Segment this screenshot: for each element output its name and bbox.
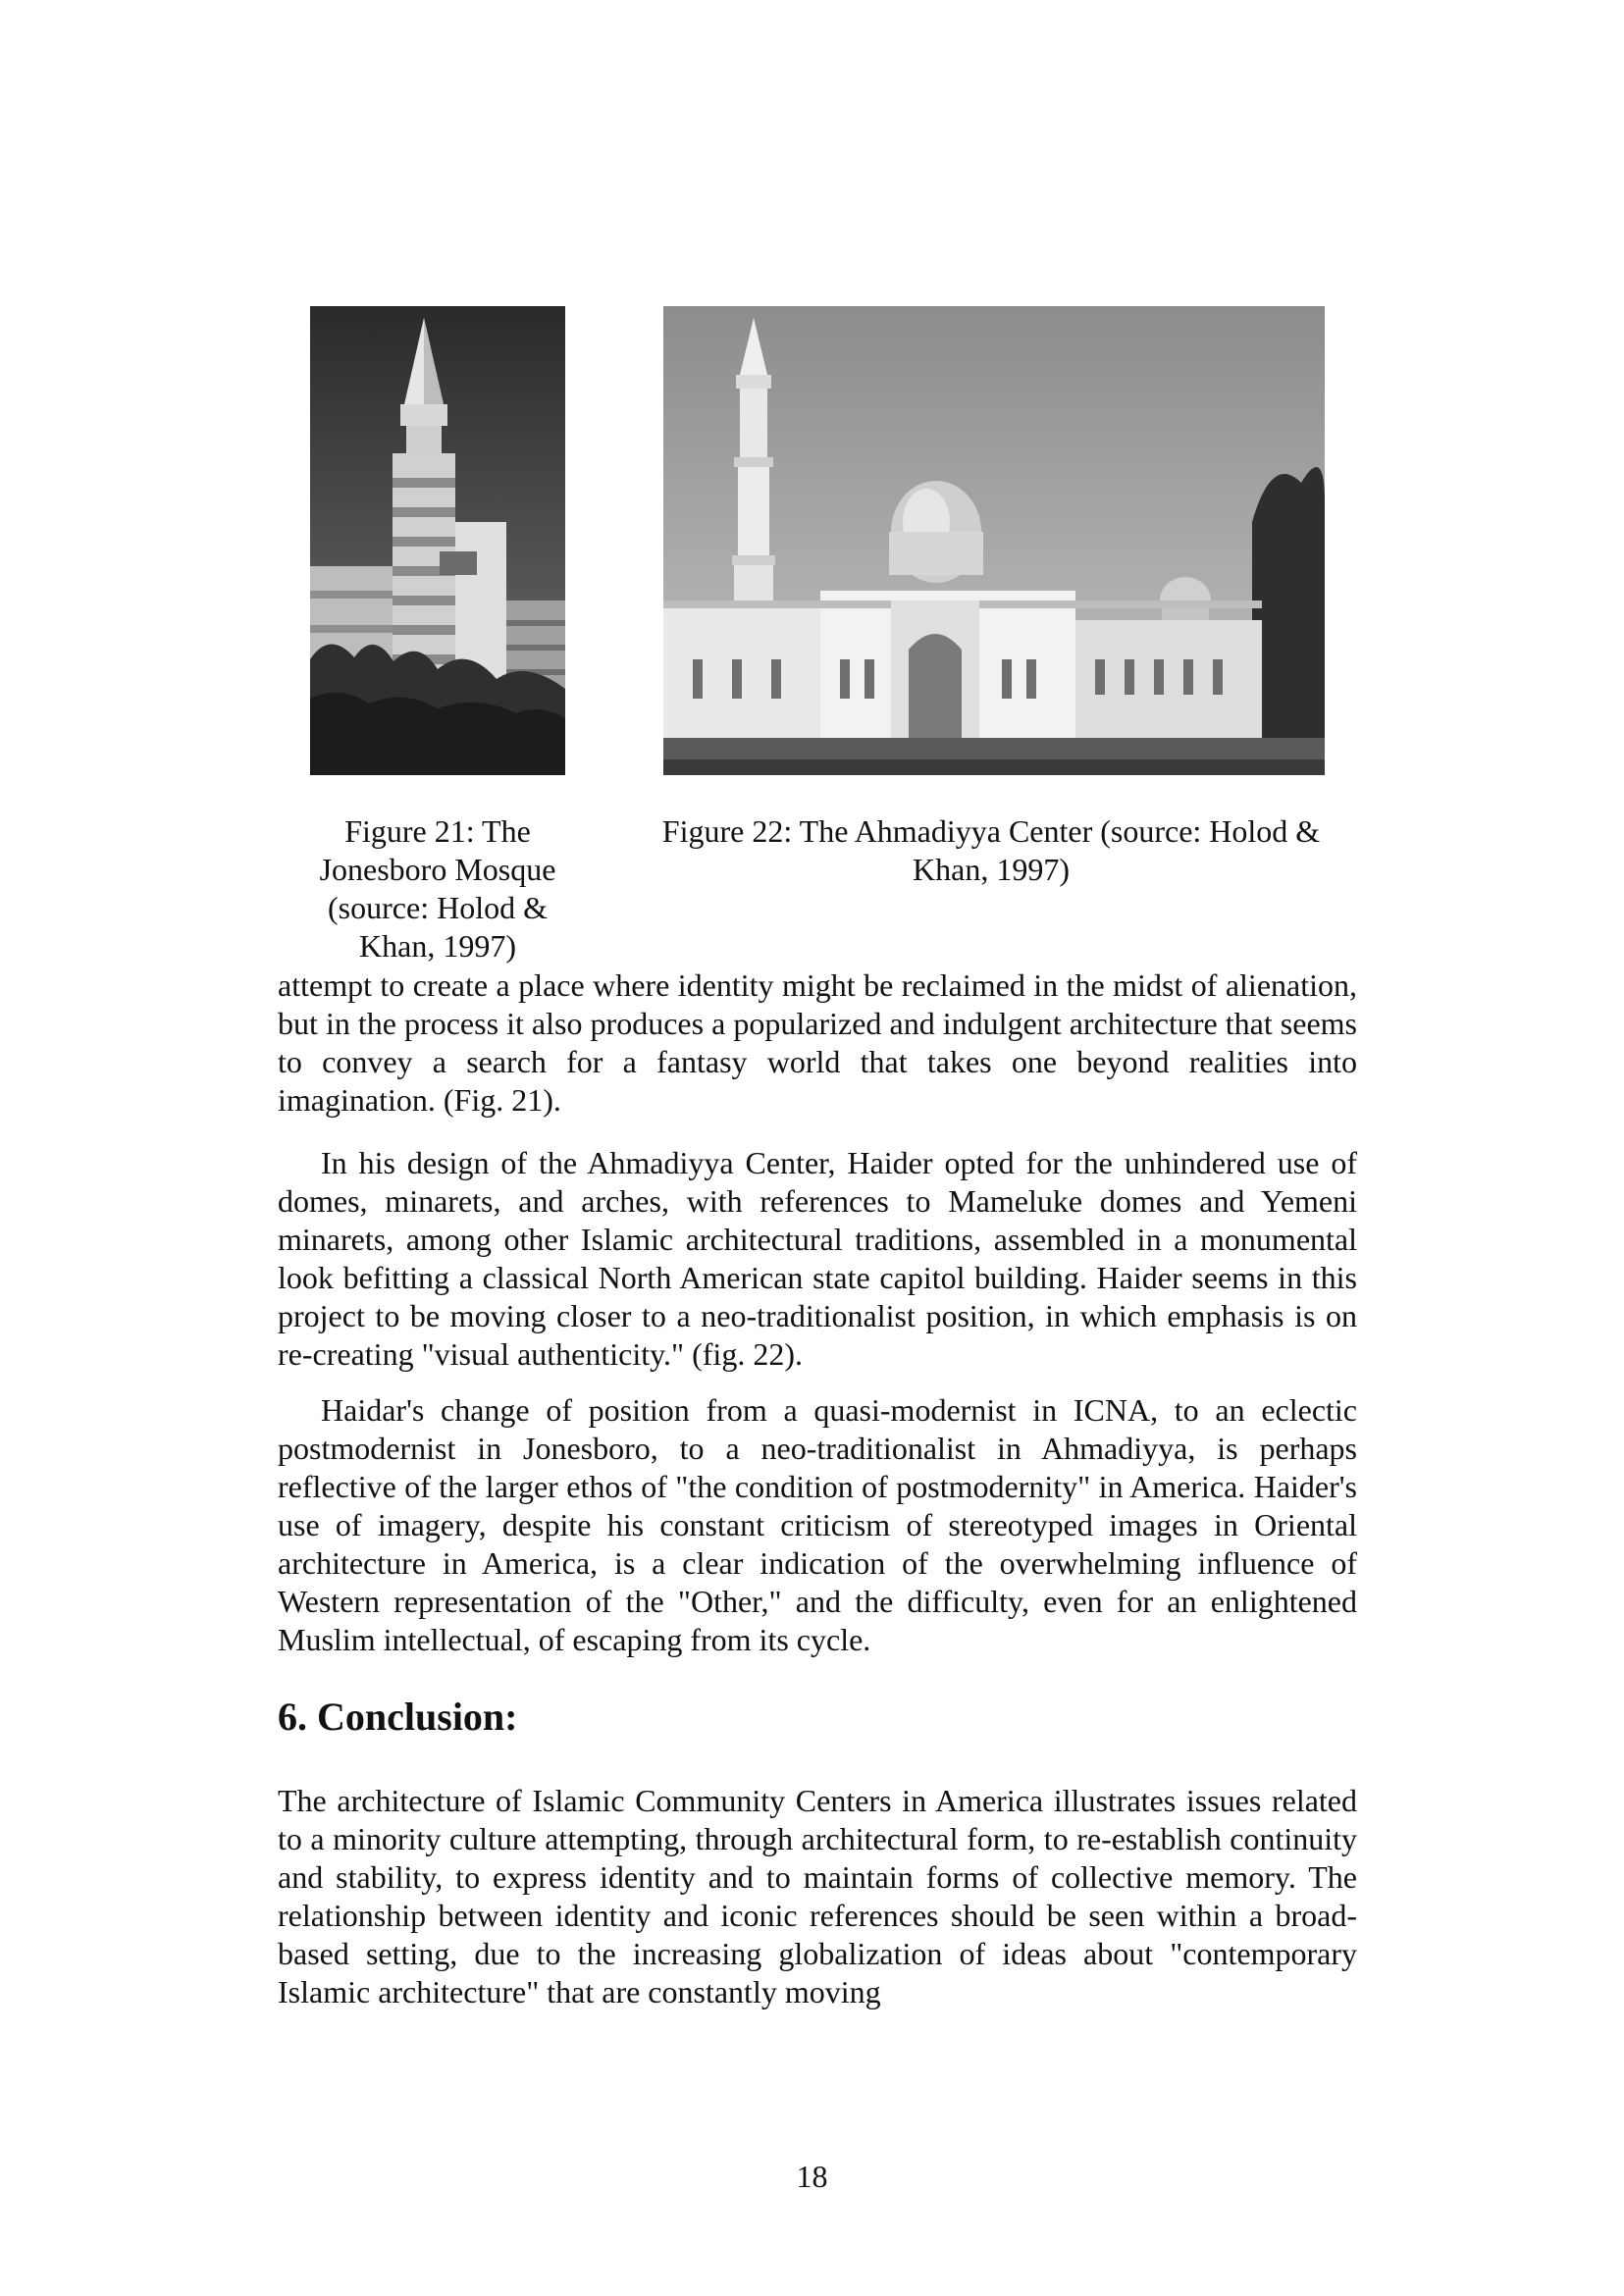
section-heading: 6. Conclusion: xyxy=(278,1695,518,1739)
paragraph-3: Haidar's change of position from a quasi-modernist in ICNA, to an eclectic postmodernist in Jonesboro, to a neo-traditionalist in Ahmadiyya, is perhaps reflective of the larger ethos of "the condition of postmodernity" in America. Haider's use of imagery, despite his constant criticism of stereotyped images in Oriental architecture in America, is a clear indication of the overwhelming influence of Western representation of the "Other," and the difficulty, even for an enlightened Muslim intellectual, of escaping from its cycle. xyxy=(278,1392,1357,1657)
paragraph-1: attempt to create a place where identity might be reclaimed in the midst of alienation, but in the process it also produces a popularized and indulgent architecture that seems to convey a search for a fantasy world that takes one beyond realities into imagination. (Fig. 21). xyxy=(278,967,1357,1118)
figure-21-caption: Figure 21: The Jonesboro Mosque (source: Holod & Khan, 1997) xyxy=(319,813,556,964)
paragraph-4: The architecture of Islamic Community Centers in America illustrates issues related to a minority culture attempting, through architectural form, to re-establish continuity and stability, to express identity and to maintain forms of collective memory. The relationship between identity and iconic references should be seen within a broad-based setting, due to the increasing globalization of ideas about "contemporary Islamic architecture" that are constantly moving xyxy=(278,1783,1357,2009)
page-number: 18 xyxy=(796,2159,828,2194)
paragraph-2: In his design of the Ahmadiyya Center, Haider opted for the unhindered use of domes, minarets, and arches, with references to Mameluke domes and Yemeni minarets, among other Islamic architectural traditions, assembled in a monumental look befitting a classical North American state capitol building. Haider seems in this project to be moving closer to a neo-traditionalist position, in which emphasis is on re-creating "visual authenticity." (fig. 22). xyxy=(278,1145,1357,1372)
figure-21-photo xyxy=(310,306,565,775)
figure-22-photo xyxy=(663,306,1325,775)
figure-22-caption: Figure 22: The Ahmadiyya Center (source: Holod & Khan, 1997) xyxy=(661,813,1321,887)
